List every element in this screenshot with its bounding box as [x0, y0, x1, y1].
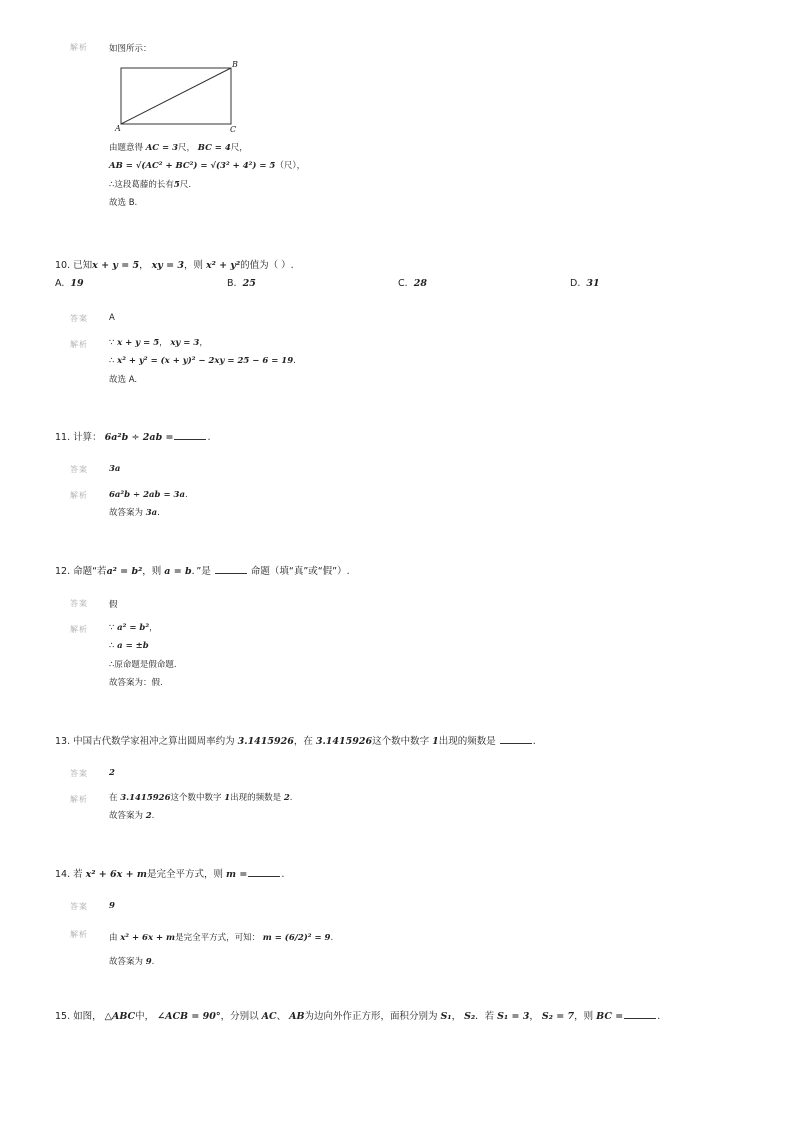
answer-blank[interactable] [248, 866, 280, 877]
math-expression: m = (6/2)² = 9 [262, 933, 331, 943]
math-expression: AB [289, 1011, 305, 1022]
answer-label: 答案 [70, 769, 88, 778]
math-expression: a = ±b [117, 641, 149, 652]
math-expression: S₂ = 7 [541, 1011, 575, 1022]
point-b-label: B [232, 60, 238, 69]
q12-question: 12. 命题“若a² = b²，则 a = b．”是 命题（填“真”或“假”）. [55, 563, 350, 577]
analysis-label: 解析 [70, 43, 88, 52]
math-expression: xy = 3 [170, 338, 200, 348]
rectangle-diagram [114, 60, 244, 135]
solution-line: 故答案为 9. [109, 957, 155, 967]
answer-label: 答案 [70, 465, 88, 474]
solution-line: 故选 B. [109, 198, 138, 209]
q10-option-c [398, 278, 427, 289]
option-value: 28 [413, 278, 427, 289]
solution-line: 故选 A. [109, 374, 138, 385]
answer-blank[interactable] [215, 563, 247, 574]
q10-option-d [570, 278, 600, 289]
math-expression: 5 [173, 179, 180, 190]
math-expression: 3.1415926 [237, 736, 294, 747]
analysis-label: 解析 [70, 625, 88, 634]
math-expression: x² + 6x + m [120, 933, 176, 943]
analysis-label: 解析 [70, 795, 88, 804]
math-expression: AB = √(AC² + BC²) = √(3² + 4²) = 5 [109, 161, 276, 172]
math-expression: 3.1415926 [120, 793, 171, 803]
q13-solution [109, 789, 292, 826]
option-value: 31 [586, 278, 600, 289]
math-expression: x² + 6x + m [85, 869, 147, 880]
math-expression: 2 [145, 811, 152, 822]
solution-line: 由 x² + 6x + m是完全平方式，可知： m = (6/2)² = 9. [109, 933, 334, 943]
math-expression: BC = 4 [197, 143, 231, 153]
math-expression: 1 [432, 736, 439, 747]
option-letter: D. [570, 278, 581, 289]
q13-question: 13. 中国古代数学家祖冲之算出圆周率约为 3.1415926，在 3.1415926这个数中数字 1出现的频数是 . [55, 733, 536, 747]
rectangle-figure [114, 60, 244, 135]
solution-line: AB = √(AC² + BC²) = √(3² + 4²) = 5（尺）， [109, 161, 306, 172]
q15-question: 15. 如图， △ABC中， ∠ACB = 90°，分别以 AC、 AB为边向外作正方形，面积分别为 S₁， S₂．若 S₁ = 3， S₂ = 7，则 BC = . [55, 1008, 660, 1022]
q11-answer: 3a [109, 464, 121, 474]
q10-option-a [55, 278, 84, 289]
solution-line: 由题意得 AC = 3尺， BC = 4尺， [109, 143, 248, 153]
q11-solution [109, 486, 188, 523]
q10-answer: A [109, 313, 115, 323]
math-expression: 1 [224, 793, 231, 803]
math-expression: AC = 3 [145, 143, 179, 153]
solution-line: ∴原命题是假命题. [109, 659, 177, 670]
option-letter: C. [398, 278, 408, 289]
math-expression: 3.1415926 [315, 736, 373, 747]
math-expression: x + y = 5 [117, 338, 160, 348]
option-value: 19 [70, 278, 84, 289]
solution-line: 故答案为：假. [109, 678, 163, 689]
math-expression: S₁ [440, 1011, 452, 1022]
math-expression: 2 [283, 793, 290, 803]
solution-line: 故答案为 2. [109, 811, 155, 822]
math-expression: S₁ = 3 [497, 1011, 530, 1022]
q13-answer: 2 [109, 768, 115, 778]
math-expression: 9 [145, 957, 152, 967]
math-expression: ∠ACB = 90° [157, 1011, 221, 1022]
math-expression: 6a²b ÷ 2ab = 3a [109, 490, 185, 500]
answer-blank[interactable] [174, 429, 206, 440]
point-a-label: A [115, 124, 121, 133]
solution-line: ∴ a = ±b [109, 641, 149, 652]
answer-label: 答案 [70, 902, 88, 911]
math-expression: x + y = 5 [92, 260, 140, 271]
q9-solution [109, 139, 305, 213]
option-letter: A. [55, 278, 65, 289]
q12-answer: 假 [109, 600, 118, 610]
math-expression: a = b [164, 566, 192, 577]
analysis-label: 解析 [70, 930, 88, 939]
math-expression: S₂ [464, 1011, 476, 1022]
analysis-label: 解析 [70, 340, 88, 349]
analysis-label: 解析 [70, 491, 88, 500]
answer-blank[interactable] [624, 1008, 656, 1019]
math-expression: x² + y² [206, 260, 241, 271]
option-letter: B. [227, 278, 237, 289]
math-expression: a² = b² [106, 566, 143, 577]
math-expression: AC [261, 1011, 277, 1022]
option-value: 25 [242, 278, 256, 289]
answer-blank[interactable] [500, 733, 532, 744]
answer-label: 答案 [70, 599, 88, 608]
figure-intro: 如图所示： [109, 44, 152, 54]
q12-solution [109, 619, 177, 693]
math-expression: m = [226, 869, 248, 880]
q10-question: 10. 已知x + y = 5， xy = 3，则 x² + y²的值为（ ）. [55, 260, 294, 271]
answer-label: 答案 [70, 314, 88, 323]
solution-line: 6a²b ÷ 2ab = 3a. [109, 490, 188, 500]
math-expression: 3a [145, 508, 158, 519]
solution-line: 故答案为 3a. [109, 508, 160, 519]
solution-line: ∵ a² = b²， [109, 623, 158, 633]
solution-line: ∴这段葛藤的长有5尺. [109, 179, 192, 190]
solution-line: ∴ x² + y² = (x + y)² − 2xy = 25 − 6 = 19. [109, 356, 296, 367]
q14-solution [109, 926, 333, 974]
diagonal-ab [121, 68, 231, 124]
solution-line: 在 3.1415926这个数中数字 1出现的频数是 2. [109, 793, 293, 803]
q14-answer: 9 [109, 901, 115, 911]
q11-question: 11. 计算： 6a²b ÷ 2ab = . [55, 429, 211, 443]
math-expression: BC = [596, 1011, 624, 1022]
math-expression: △ABC [104, 1011, 136, 1022]
q14-question: 14. 若 x² + 6x + m是完全平方式，则 m = . [55, 866, 284, 880]
math-expression: a² = b² [117, 623, 150, 633]
point-c-label: C [230, 125, 237, 134]
solution-line: ∵ x + y = 5， xy = 3， [109, 338, 208, 348]
math-expression: xy = 3 [151, 260, 184, 271]
q10-solution [109, 334, 296, 389]
math-expression: 6a²b ÷ 2ab = [104, 432, 174, 443]
math-expression: x² + y² = (x + y)² − 2xy = 25 − 6 = 19 [117, 356, 294, 367]
q10-option-b [227, 278, 256, 289]
